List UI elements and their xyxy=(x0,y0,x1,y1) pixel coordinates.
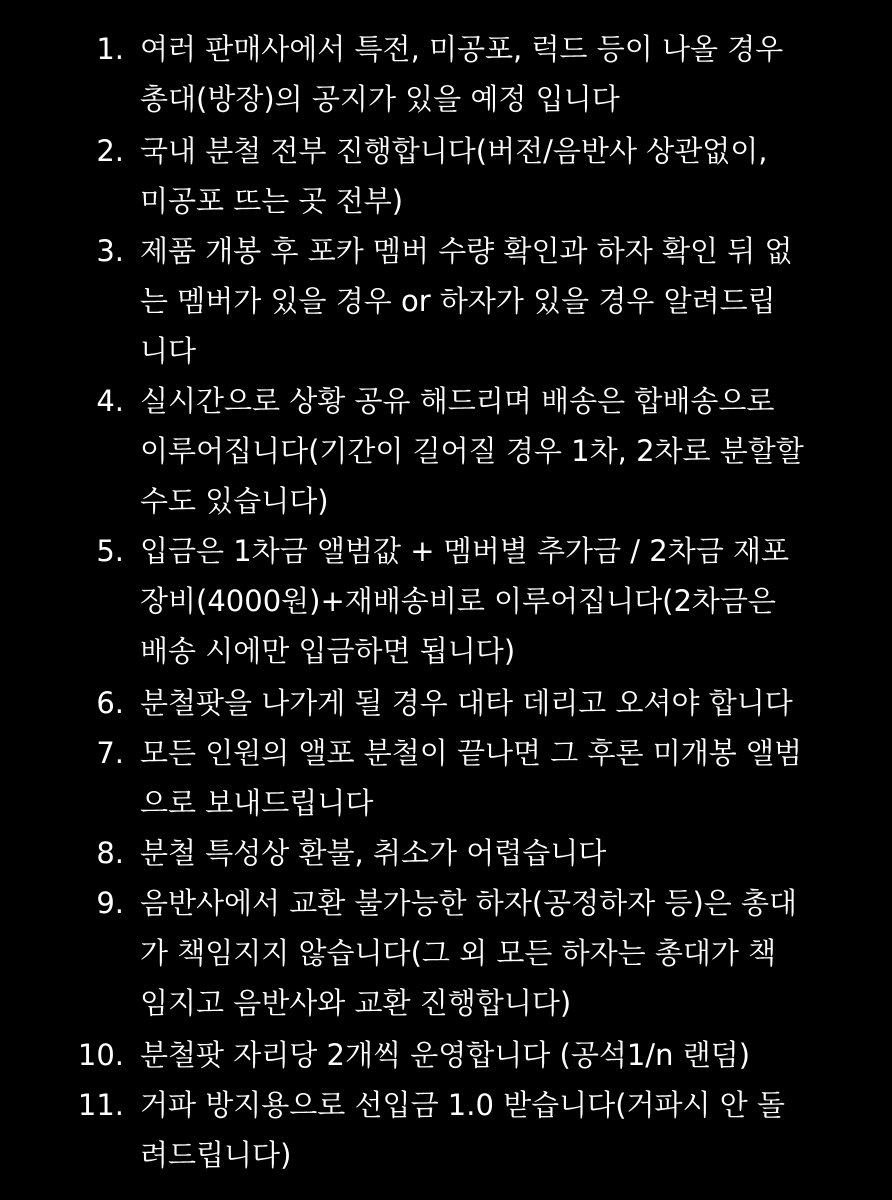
item-text-line: 총대(방장)의 공지가 있을 예정 입니다 xyxy=(140,82,620,116)
item-text-line: 니다 xyxy=(140,334,197,368)
item-text-line: 려드립니다) xyxy=(140,1138,292,1172)
item-text-line: 이루어집니다(기간이 길어질 경우 1차, 2차로 분할할 xyxy=(140,434,804,468)
item-text-line: 음반사에서 교환 불가능한 하자(공정하자 등)은 총대 xyxy=(140,886,798,920)
item-number: 5. xyxy=(96,534,124,568)
item-number: 7. xyxy=(96,736,124,770)
item-text-line: 여러 판매사에서 특전, 미공포, 럭드 등이 나올 경우 xyxy=(140,32,784,66)
item-text-line: 수도 있습니다) xyxy=(140,484,329,518)
item-text-line: 가 책임지지 않습니다(그 외 모든 하자는 총대가 책 xyxy=(140,936,777,970)
item-number: 9. xyxy=(96,886,124,920)
item-text-line: 모든 인원의 앨포 분철이 끝나면 그 후론 미개봉 앨범 xyxy=(140,736,803,770)
item-number: 10. xyxy=(77,1038,124,1072)
item-text-line: 으로 보내드립니다 xyxy=(140,786,374,820)
item-text-line: 분철 특성상 환불, 취소가 어렵습니다 xyxy=(140,836,607,870)
item-text-line: 분철팟을 나가게 될 경우 대타 데리고 오셔야 합니다 xyxy=(140,686,793,720)
item-number: 3. xyxy=(96,234,124,268)
item-number: 8. xyxy=(96,836,124,870)
item-number: 11. xyxy=(77,1088,124,1122)
item-text-line: 거파 방지용으로 선입금 1.0 받습니다(거파시 안 돌 xyxy=(140,1088,786,1122)
item-number: 4. xyxy=(96,384,124,418)
item-text-line: 장비(4000원)+재배송비로 이루어집니다(2차금은 xyxy=(140,584,776,618)
item-text-line: 배송 시에만 입금하면 됩니다) xyxy=(140,634,516,668)
item-text-line: 임지고 음반사와 교환 진행합니다) xyxy=(140,986,572,1020)
item-text-line: 국내 분철 전부 진행합니다(버전/음반사 상관없이, xyxy=(140,134,768,168)
item-text-line: 제품 개봉 후 포카 멤버 수량 확인과 하자 확인 뒤 없 xyxy=(140,234,793,268)
item-text-line: 입금은 1차금 앨범값 + 멤버별 추가금 / 2차금 재포 xyxy=(140,534,789,568)
item-text-line: 미공포 뜨는 곳 전부) xyxy=(140,184,404,218)
item-text-line: 분철팟 자리당 2개씩 운영합니다 (공석1/n 랜덤) xyxy=(140,1038,751,1072)
item-text-line: 는 멤버가 있을 경우 or 하자가 있을 경우 알려드립 xyxy=(140,284,776,318)
item-number: 2. xyxy=(96,134,124,168)
item-number: 1. xyxy=(96,32,124,66)
item-number: 6. xyxy=(96,686,124,720)
item-text-line: 실시간으로 상황 공유 해드리며 배송은 합배송으로 xyxy=(140,384,775,418)
